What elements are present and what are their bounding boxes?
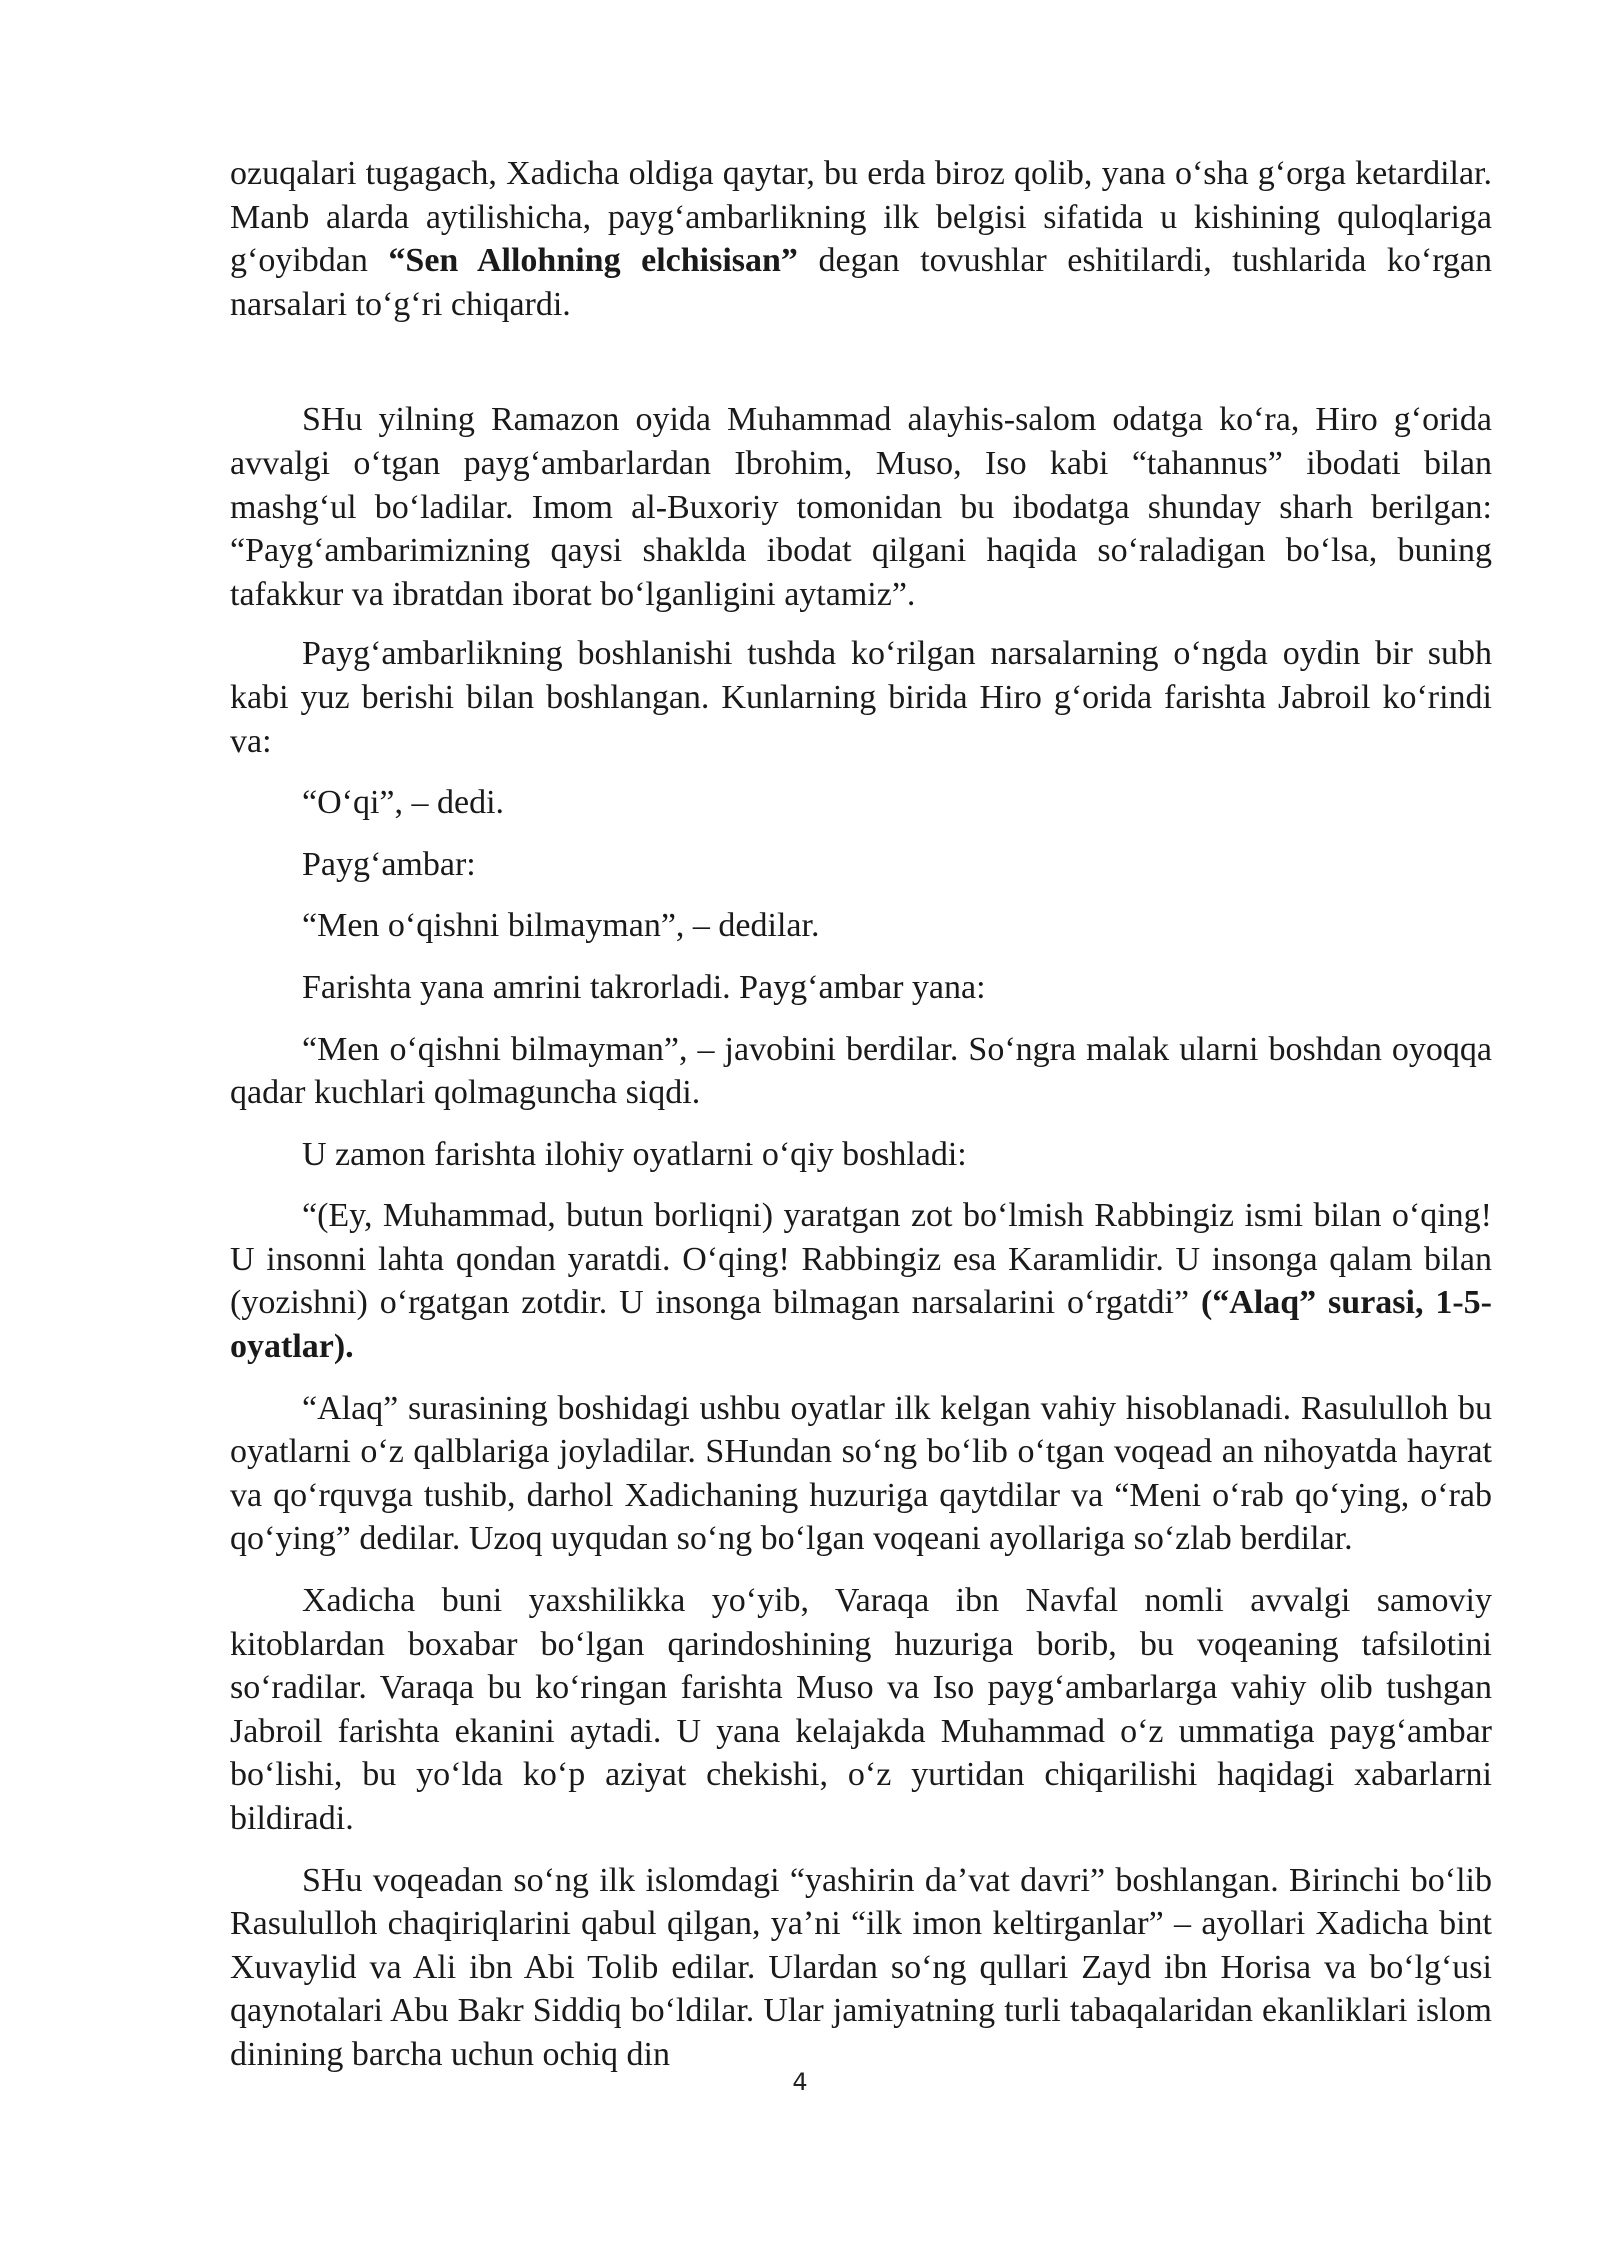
paragraph-9: U zamon farishta ilohiy oyatlarni oʻqiy boshladi: (302, 1135, 967, 1173)
paragraph-12: Xadicha buni yaxshilikka yoʻyib, Varaqa ibn Navfal nomli avvalgi samoviy kitoblardan boxabar boʻlgan qarindoshining huzuriga borib, bu voqeaning tafsilotini soʻradilar. Varaqa bu koʻringan farishta Muso va Iso paygʻambarlarga vahiy olib tushgan Jabroil farishta ekanini aytadi. U yana kelajakda Muhammad oʻz ummatiga paygʻambar boʻlishi, bu yoʻlda koʻp aziyat chekishi, oʻz yurtidan chiqarilishi haqidagi xabarlarni bildiradi. (230, 1582, 1492, 1837)
dialogue-line-3: “Men oʻqishni bilmayman”, – dedilar. (302, 907, 820, 945)
dialogue-line-2: Paygʻambar: (302, 845, 476, 883)
paragraph-2: SHu yilning Ramazon oyida Muhammad alayhis-salom odatga koʻra, Hiro gʻorida avvalgi oʻtgan paygʻambarlardan Ibrohim, Muso, Iso kabi “tahannus” ibodati bilan mashgʻul boʻladilar. Imom al-Buxoriy tomonidan bu ibodatga shunday sharh berilgan: “Paygʻambarimizning qaysi shaklda ibodat qilgani haqida soʻraladigan boʻlsa, buning tafakkur va ibratdan iborat boʻlganligini aytamiz”. (230, 401, 1492, 613)
paragraph-1-text: ozuqalari tugagach, Xadicha oldiga qaytar, bu erda biroz qolib, yana oʻsha gʻorga ketardilar. Manb alarda aytilishicha, paygʻambarlikning ilk belgisi sifatida u kishining quloqlariga gʻoyibdan (230, 155, 1492, 280)
paragraph-10 (230, 1194, 1492, 1368)
paragraph-8: “Men oʻqishni bilmayman”, – javobini berdilar. Soʻngra malak ularni boshdan oyoqqa qadar kuchlari qolmaguncha siqdi. (230, 1030, 1492, 1112)
document-page (230, 152, 1492, 2077)
dialogue-line-4: Farishta yana amrini takrorladi. Paygʻambar yana: (302, 968, 986, 1006)
paragraph-3: Paygʻambarlikning boshlanishi tushda koʻrilgan narsalarning oʻngda oydin bir subh kabi yuz berishi bilan boshlangan. Kunlarning birida Hiro gʻorida farishta Jabroil koʻrindi va: (230, 635, 1492, 760)
paragraph-11: “Alaq” surasining boshidagi ushbu oyatlar ilk kelgan vahiy hisoblanadi. Rasululloh bu oyatlarni oʻz qalblariga joyladilar. SHundan soʻng boʻlib oʻtgan voqead an nihoyatda hayrat va qoʻrquvga tushib, darhol Xadichaning huzuriga qaytdilar va “Meni oʻrab qoʻying, oʻrab qoʻying” dedilar. Uzoq uyqudan soʻng boʻlgan voqeani ayollariga soʻzlab berdilar. (230, 1389, 1492, 1558)
paragraph-13: SHu voqeadan soʻng ilk islomdagi “yashirin daʼvat davri” boshlangan. Birinchi boʻlib Rasululloh chaqiriqlarini qabul qilgan, yaʼni “ilk imon keltirganlar” – ayollari Xadicha bint Xuvaylid va Ali ibn Abi Tolib edilar. Ulardan soʻng qullari Zayd ibn Horisa va boʻlgʻusi qaynotalari Abu Bakr Siddiq boʻldilar. Ular jamiyatning turli tabaqalaridan ekanliklari islom dinining barcha uchun ochiq din (230, 1861, 1492, 2073)
paragraph-1-quote: “Sen Allohning elchisisan” (388, 242, 798, 280)
paragraph-1-end: degan tovushlar eshitilardi, tushlarida koʻrgan narsalari toʻgʻri chiqardi. (230, 242, 1492, 323)
page-number: 4 (792, 2068, 808, 2096)
paragraph-1 (230, 152, 1492, 326)
quran-source: (“Alaq” surasi, 1-5-oyatlar). (230, 1284, 1492, 1366)
dialogue-line-1: “Oʻqi”, – dedi. (302, 784, 505, 822)
quran-quote: “(Ey, Muhammad, butun borliqni) yaratgan zot boʻlmish Rabbingiz ismi bilan oʻqing! U insonni lahta qondan yaratdi. Oʻqing! Rabbingiz esa Karamlidir. U insonga qalam bilan (yozishni) oʻrgatgan zotdir. U insonga bilmagan narsalarini oʻrgatdi” (230, 1197, 1492, 1322)
